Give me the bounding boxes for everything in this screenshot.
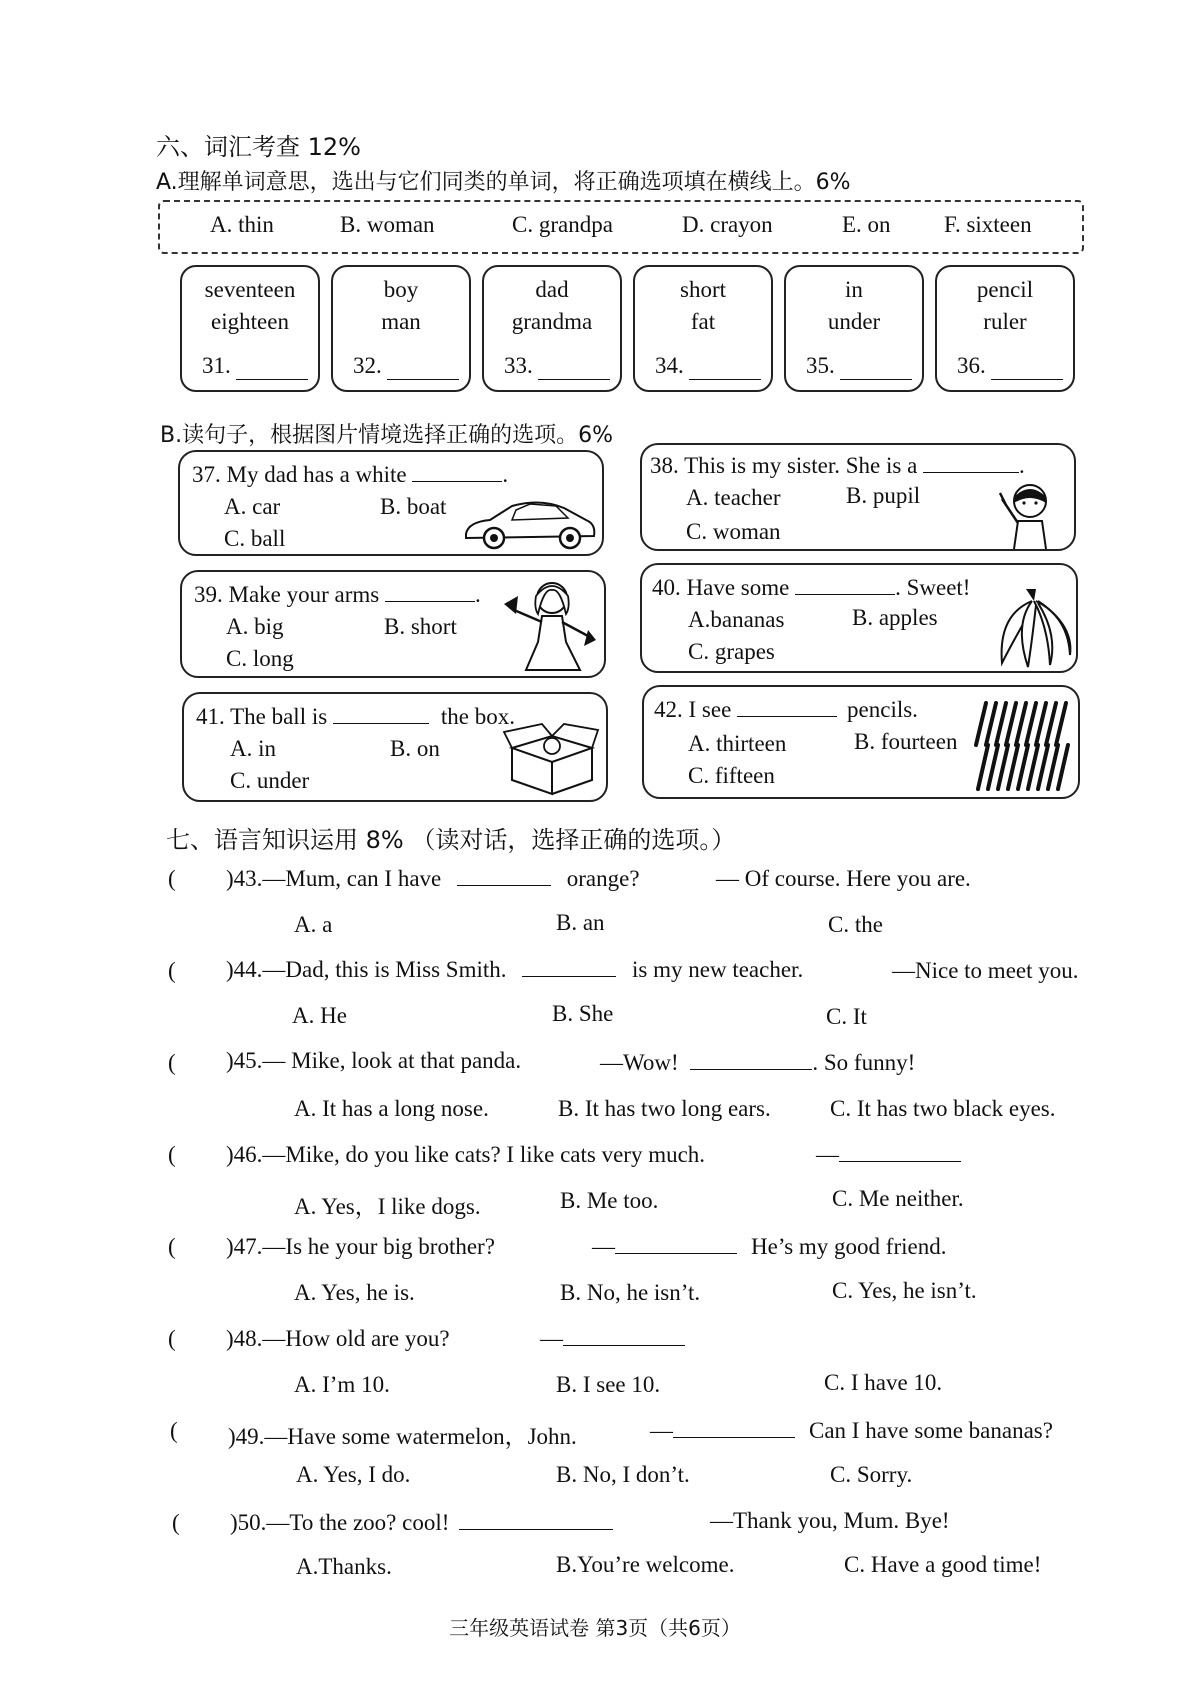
answer-paren[interactable]: ( <box>168 866 176 891</box>
choice-47-c[interactable]: C. Yes, he isn’t. <box>832 1278 977 1303</box>
card-word: ruler <box>983 309 1027 334</box>
answer-paren[interactable]: ( <box>168 1142 176 1167</box>
reply-45: —Wow! . So funny! <box>600 1050 916 1075</box>
question-stem: 41. The ball is the box. <box>196 704 516 729</box>
choice-49-a[interactable]: A. Yes, I do. <box>296 1462 411 1487</box>
reply-48: — <box>540 1326 685 1352</box>
question-stem: 42. I see pencils. <box>654 697 918 722</box>
question-box-42 <box>642 685 1080 799</box>
choice-c[interactable]: C. under <box>230 768 310 793</box>
reply-46: — <box>816 1142 961 1168</box>
card-word: short <box>680 277 726 302</box>
choice-c[interactable]: C. long <box>226 646 294 671</box>
option-b: B. woman <box>340 212 435 237</box>
question-box-38 <box>640 443 1076 551</box>
word-card-36 <box>935 265 1075 392</box>
choice-44-a[interactable]: A. He <box>292 1003 347 1028</box>
choice-a[interactable]: A. thirteen <box>688 731 787 756</box>
card-word: pencil <box>976 277 1034 302</box>
choice-46-c[interactable]: C. Me neither. <box>832 1186 964 1211</box>
choice-48-c[interactable]: C. I have 10. <box>824 1370 943 1395</box>
choice-48-b[interactable]: B. I see 10. <box>556 1372 661 1397</box>
word-card-34 <box>633 265 773 392</box>
card-word: in <box>845 277 863 302</box>
choice-a[interactable]: A. in <box>230 736 276 761</box>
part-b-instruction: B.读句子，根据图片情境选择正确的选项。6% <box>160 423 613 448</box>
question-50: )50.—To the zoo? cool! <box>230 1510 613 1536</box>
choice-b[interactable]: B. short <box>384 614 457 639</box>
choice-47-a[interactable]: A. Yes, he is. <box>294 1280 415 1305</box>
option-a: A. thin <box>210 212 274 237</box>
choice-a[interactable]: A. car <box>224 494 281 519</box>
reply-50: —Thank you, Mum. Bye! <box>710 1508 950 1533</box>
choice-50-a[interactable]: A.Thanks. <box>296 1554 392 1579</box>
answer-paren[interactable]: ( <box>170 1418 178 1443</box>
question-stem: 38. This is my sister. She is a . <box>650 453 1025 478</box>
choice-b[interactable]: B. fourteen <box>854 729 958 754</box>
answer-blank[interactable] <box>840 379 912 380</box>
question-box-40 <box>640 563 1078 673</box>
reply-44: —Nice to meet you. <box>892 958 1079 983</box>
arms-girl-icon <box>500 574 604 676</box>
question-box-37 <box>178 450 604 556</box>
answer-blank[interactable] <box>991 379 1063 380</box>
card-word: dad <box>535 277 569 302</box>
question-47: )47.—Is he your big brother? <box>226 1234 495 1259</box>
question-46: )46.—Mike, do you like cats? I like cats very much. <box>226 1142 706 1167</box>
box-icon <box>502 722 600 798</box>
choice-c[interactable]: C. woman <box>686 519 781 544</box>
choice-a[interactable]: A. teacher <box>686 485 781 510</box>
answer-paren[interactable]: ( <box>168 958 176 983</box>
choice-a[interactable]: A. big <box>226 614 284 639</box>
answer-blank[interactable] <box>387 379 459 380</box>
question-44: )44.—Dad, this is Miss Smith. is my new teacher. <box>226 957 804 982</box>
answer-paren[interactable]: ( <box>168 1326 176 1351</box>
choice-44-b[interactable]: B. She <box>552 1001 614 1026</box>
car-icon <box>460 492 600 552</box>
card-number: 31. <box>202 353 231 378</box>
card-word: fat <box>690 309 716 334</box>
card-number: 36. <box>957 353 986 378</box>
choice-44-c[interactable]: C. It <box>826 1004 867 1029</box>
choice-48-a[interactable]: A. I’m 10. <box>294 1372 390 1397</box>
choice-43-b[interactable]: B. an <box>556 910 605 935</box>
question-box-41 <box>182 692 608 802</box>
option-e: E. on <box>842 212 891 237</box>
answer-blank[interactable] <box>538 379 610 380</box>
card-number: 33. <box>504 353 533 378</box>
choice-a[interactable]: A.bananas <box>688 607 785 632</box>
answer-blank[interactable] <box>236 379 308 380</box>
card-word: eighteen <box>211 309 289 334</box>
pencils-icon <box>972 699 1074 793</box>
question-stem: 39. Make your arms . <box>194 582 481 607</box>
word-card-31 <box>180 265 320 392</box>
answer-paren[interactable]: ( <box>168 1234 176 1259</box>
choice-b[interactable]: B. on <box>390 736 440 761</box>
choice-45-b[interactable]: B. It has two long ears. <box>558 1096 771 1121</box>
question-45: )45.— Mike, look at that panda. <box>226 1048 522 1073</box>
choice-c[interactable]: C. grapes <box>688 639 775 664</box>
choice-c[interactable]: C. ball <box>224 526 286 551</box>
card-word: man <box>381 309 421 334</box>
answer-paren[interactable]: ( <box>172 1510 180 1535</box>
word-card-33 <box>482 265 622 392</box>
card-word: under <box>827 309 881 334</box>
page-footer: 三年级英语试卷 第3页（共6页） <box>449 1616 741 1640</box>
reply-43: — Of course. Here you are. <box>716 866 971 891</box>
answer-blank[interactable] <box>689 379 761 380</box>
word-card-32 <box>331 265 471 392</box>
question-43: )43.—Mum, can I have orange? <box>226 866 640 891</box>
section-7-title: 七、语言知识运用 8% （读对话，选择正确的选项。） <box>166 826 736 854</box>
choice-b[interactable]: B. boat <box>380 494 447 519</box>
card-word: boy <box>383 277 419 302</box>
choice-43-a[interactable]: A. a <box>294 912 333 937</box>
card-number: 32. <box>353 353 382 378</box>
choice-50-b[interactable]: B.You’re welcome. <box>556 1552 735 1577</box>
choice-b[interactable]: B. pupil <box>846 483 921 508</box>
card-number: 35. <box>806 353 835 378</box>
options-bar <box>158 200 1084 254</box>
part-a-instruction: A.理解单词意思，选出与它们同类的单词，将正确选项填在横线上。6% <box>156 170 851 195</box>
card-word: grandma <box>511 309 593 334</box>
option-f: F. sixteen <box>944 212 1032 237</box>
choice-46-b[interactable]: B. Me too. <box>560 1188 659 1213</box>
question-stem: 37. My dad has a white . <box>192 462 509 487</box>
choice-45-a[interactable]: A. It has a long nose. <box>294 1096 489 1121</box>
girl-icon <box>992 479 1068 551</box>
choice-b[interactable]: B. apples <box>852 605 938 630</box>
question-stem: 40. Have some . Sweet! <box>652 575 971 600</box>
question-48: )48.—How old are you? <box>226 1326 450 1351</box>
bananas-icon <box>988 585 1074 671</box>
choice-49-c[interactable]: C. Sorry. <box>830 1462 913 1487</box>
choice-c[interactable]: C. fifteen <box>688 763 775 788</box>
choice-43-c[interactable]: C. the <box>828 912 883 937</box>
choice-46-a[interactable]: A. Yes，I like dogs. <box>294 1194 481 1219</box>
choice-45-c[interactable]: C. It has two black eyes. <box>830 1096 1056 1121</box>
question-49: )49.—Have some watermelon，John. <box>228 1424 577 1449</box>
choice-47-b[interactable]: B. No, he isn’t. <box>560 1280 701 1305</box>
question-box-39 <box>180 570 606 678</box>
choice-50-c[interactable]: C. Have a good time! <box>844 1552 1042 1577</box>
section-6-title: 六、词汇考查 12% <box>156 133 361 161</box>
option-d: D. crayon <box>682 212 773 237</box>
choice-49-b[interactable]: B. No, I don’t. <box>556 1462 690 1487</box>
reply-47: — He’s my good friend. <box>592 1234 947 1259</box>
card-word: seventeen <box>204 277 296 302</box>
answer-paren[interactable]: ( <box>168 1050 176 1075</box>
option-c: C. grandpa <box>512 212 613 237</box>
card-number: 34. <box>655 353 684 378</box>
reply-49: — Can I have some bananas? <box>650 1418 1053 1443</box>
word-card-35 <box>784 265 924 392</box>
